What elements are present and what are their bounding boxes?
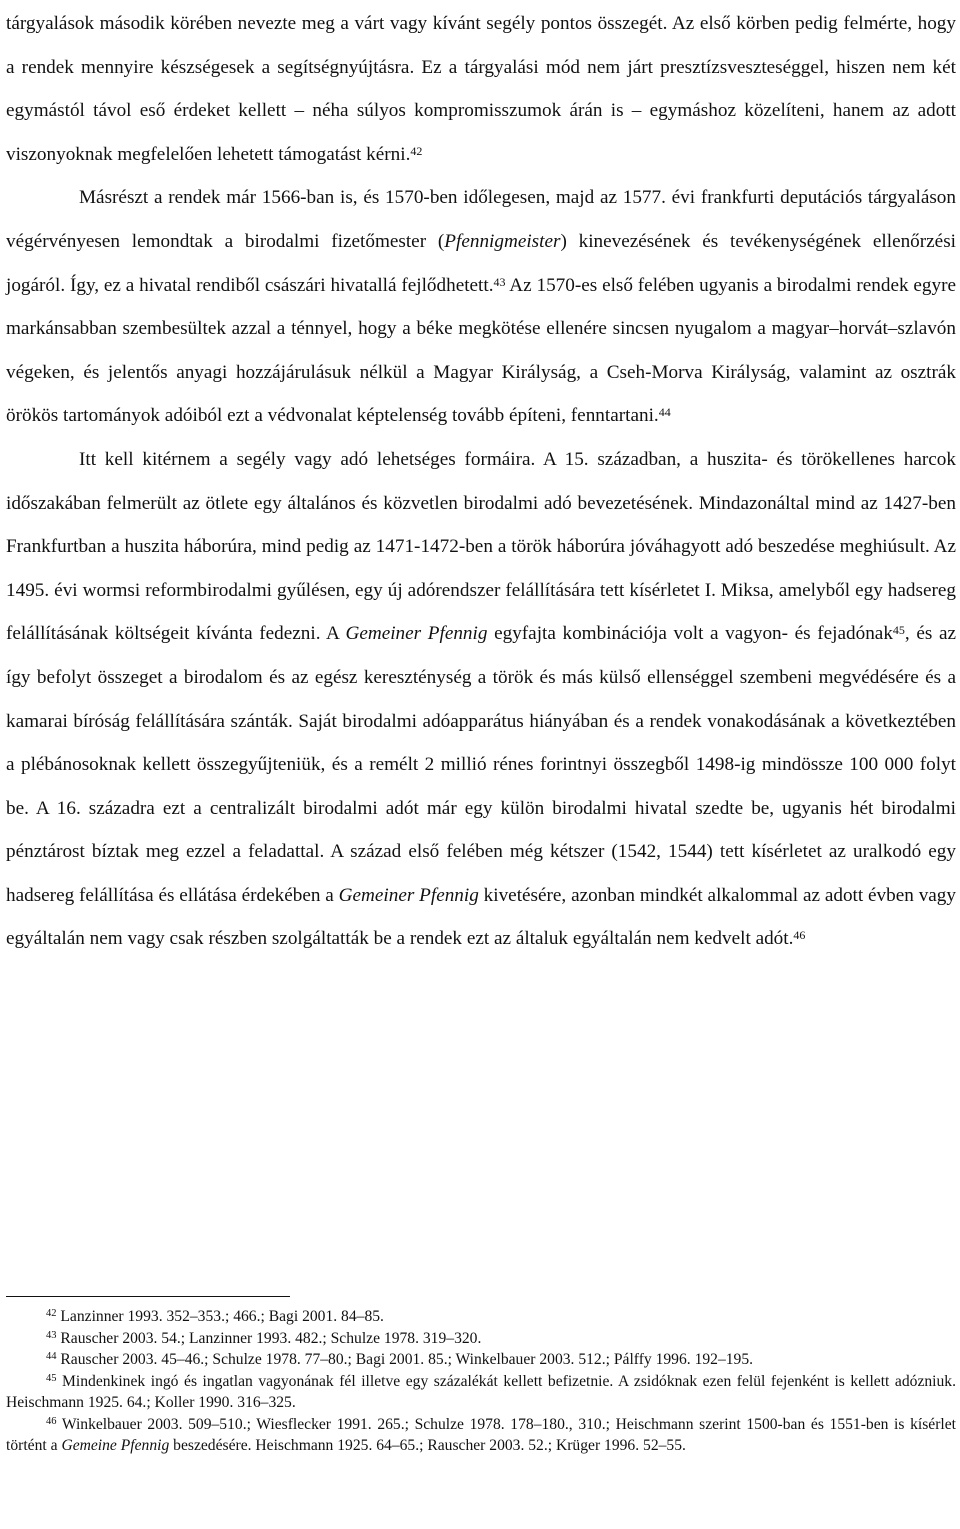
footnote-number-46: 46	[46, 1415, 57, 1427]
footnote-ref-45[interactable]: 45	[892, 623, 905, 638]
footnote-ref-44[interactable]: 44	[658, 405, 671, 420]
gemeiner-pfennig-term-2: Gemeiner Pfennig	[338, 884, 479, 906]
paragraph-3-text-b: egyfajta kombinációja volt a vagyon- és fejadónak	[487, 623, 893, 645]
pfennigmeister-term: Pfennigmeister	[444, 230, 561, 252]
footnote-text-42: Lanzinner 1993. 352–353.; 466.; Bagi 2001. 84–85.	[56, 1308, 384, 1325]
gemeine-pfennig-term: Gemeine Pfennig	[61, 1437, 170, 1454]
paragraph-2-text-a: Másrészt a rendek már 1566-ban is, és 1570-ben időlegesen, majd az 1577. évi frankfurti deputációs tárgyaláson végérvényesen lemondtak a birodalmi fizetőmester (	[6, 187, 956, 252]
paragraph-3-text-a: Itt kell kitérnem a segély vagy adó lehetséges formáira. A 15. században, a huszita- és törökellenes harcok időszakában felmerült az ötlete egy általános és közvetlen birodalmi adó bevezetésének. Mindazonáltal mind az 1427-ben Frankfurtban a huszita háborúra, mind pedig az 1471-1472-ben a török háborúra jóváhagyott adó beszedése meghiúsult. Az 1495. évi wormsi reformbirodalmi gyűlésen, egy új adórendszer felállítására tett kísérletet I. Miksa, amelyből egy hadsereg felállításának költségeit kívánta fedezni. A	[6, 448, 956, 645]
paragraph-1	[6, 2, 956, 176]
footnote-text-43: Rauscher 2003. 54.; Lanzinner 1993. 482.; Schulze 1978. 319–320.	[56, 1329, 482, 1347]
footnote-44	[6, 1349, 956, 1371]
footnote-46	[6, 1414, 956, 1457]
footnote-text-46-a: Winkelbauer 2003. 509–510.; Wiesflecker 1991. 265.; Schulze 1978. 178–180., 310.; Heischmann szerint 1500-ban és 1551-ben is kísérlet történt a	[6, 1415, 956, 1454]
footnote-number-44: 44	[46, 1351, 57, 1362]
footnotes	[6, 1306, 956, 1457]
footnote-number-43: 43	[46, 1329, 57, 1341]
footnote-number-45: 45	[46, 1372, 57, 1384]
footnote-text-45: Mindenkinek ingó és ingatlan vagyonának fél illetve egy százalékát kellett befizetnie. A zsidóknak ezen felül fejenként is kellett adózniuk. Heischmann 1925. 64.; Koller 1990. 316–325.	[6, 1372, 956, 1411]
footnote-ref-42[interactable]: 42	[410, 143, 423, 158]
footnote-43	[6, 1328, 956, 1350]
footnote-separator	[6, 1296, 290, 1297]
paragraph-2-text-b: ) kinevezésének és tevékenységének ellenőrzési jogáról. Így, ez a hivatal rendiből császári hivatallá fejlődhetett.	[6, 230, 956, 296]
footnote-text-44: Rauscher 2003. 45–46.; Schulze 1978. 77–80.; Bagi 2001. 85.; Winkelbauer 2003. 512.; Pálffy 1996. 192–195.	[56, 1351, 754, 1368]
paragraph-3-text-d: kivetésére, azonban mindkét alkalommal az adott évben vagy egyáltalán nem vagy csak részben szolgáltatták be a rendek ezt az általuk egyáltalán nem kedvelt adót.	[6, 884, 956, 950]
footnote-number-42: 42	[46, 1308, 57, 1319]
document-body	[6, 2, 956, 961]
paragraph-3-text-c: , és az így befolyt összeget a birodalom és az egész kereszténység a török és más külső ellenséggel szembeni megvédésére és a kamarai bíróság felállítására szánták. Saját birodalmi adóapparátus hiányában és a rendek vonakodásának a következtében a plébánosoknak kellett összegyűjteniük, és a remélt 2 millió rénes forintnyi összegből 1498-ig mindössze 100 000 folyt be. A 16. századra ezt a centralizált birodalmi adót már egy külön birodalmi hivatal szedte be, ugyanis hét birodalmi pénztárost bíztak meg ezzel a feladattal. A század első felében még kétszer (1542, 1544) tett kísérletet az uralkodó egy hadsereg felállítása és ellátása érdekében a	[6, 623, 956, 906]
paragraph-2-text-c: Az 1570-es első felében ugyanis a birodalmi rendek egyre markánsabban szembesültek azzal a ténnyel, hogy a béke megkötése ellenére sincsen nyugalom a magyar–horvát–szlavón végeken, és jelentős anyagi hozzájárulásuk nélkül a Magyar Királyság, a Cseh-Morva Királyság, valamint az osztrák örökös tartományok adóiból ezt a védvonalat képtelenség tovább építeni, fenntartani.	[6, 274, 956, 427]
footnote-ref-43[interactable]: 43	[493, 274, 506, 289]
paragraph-1-text: tárgyalások második körében nevezte meg a várt vagy kívánt segély pontos összegét. Az első körben pedig felmérte, hogy a rendek mennyire készségesek a segítségnyújtásra. Ez a tárgyalási mód nem járt presztízsveszteséggel, hiszen nem két egymástól távol eső érdeket kellett – néha súlyos kompromisszumok árán is – egymáshoz közelíteni, hanem az adott viszonyoknak megfelelően lehetett támogatást kérni.	[6, 13, 956, 165]
footnote-text-46-b: beszedésére. Heischmann 1925. 64–65.; Rauscher 2003. 52.; Krüger 1996. 52–55.	[169, 1437, 686, 1454]
footnote-42	[6, 1306, 956, 1328]
paragraph-2	[6, 176, 956, 438]
gemeiner-pfennig-term: Gemeiner Pfennig	[345, 623, 488, 645]
paragraph-3	[6, 438, 956, 961]
document-page	[6, 2, 956, 961]
footnote-45	[6, 1371, 956, 1414]
footnote-ref-46[interactable]: 46	[793, 928, 806, 943]
